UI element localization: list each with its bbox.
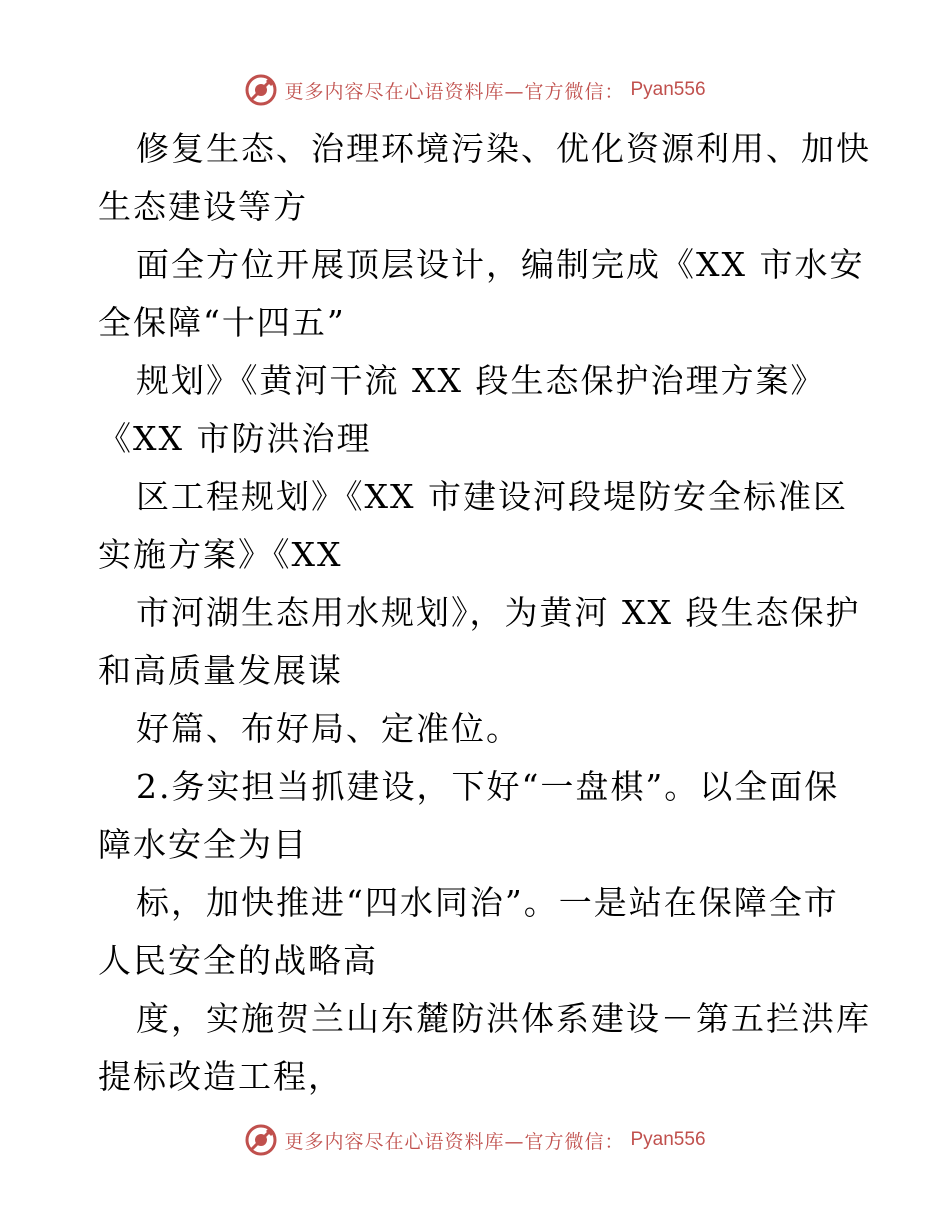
body-line: 规划》《黄河干流 XX 段生态保护治理方案》 (136, 361, 826, 400)
footer-banner (0, 1120, 950, 1160)
body-line: 市河湖生态用水规划》，为黄河 XX 段生态保护 (136, 593, 861, 632)
body-line: 生态建设等方 (98, 187, 308, 226)
body-line: 区工程规划》《XX 市建设河段堤防安全标准区 (136, 477, 848, 516)
body-line: 障水安全为目 (98, 825, 308, 864)
document-body (98, 120, 871, 1106)
body-line: 好篇、布好局、定准位。 (136, 709, 521, 748)
body-line: 《XX 市防洪治理 (98, 419, 372, 458)
body-line: 提标改造工程， (98, 1057, 343, 1096)
body-line: 实施方案》《XX (98, 535, 343, 574)
body-line: 和高质量发展谋 (98, 651, 343, 690)
footer-banner-text: 更多内容尽在心语资料库—官方微信： (284, 1130, 625, 1153)
brand-logo-icon (244, 73, 278, 107)
body-line: 标，加快推进“四水同治”。一是站在保障全市 (136, 883, 839, 922)
header-banner-text: 更多内容尽在心语资料库—官方微信： (284, 80, 625, 103)
body-line: 修复生态、治理环境污染、优化资源利用、加快 (136, 129, 871, 168)
body-line: 全保障“十四五” (98, 303, 346, 342)
header-banner-id: Pyan556 (630, 79, 706, 100)
body-line: 2.务实担当抓建设，下好“一盘棋”。以全面保 (136, 767, 840, 806)
body-line: 度，实施贺兰山东麓防洪体系建设－第五拦洪库 (136, 999, 871, 1038)
brand-logo-icon (244, 1123, 278, 1157)
body-line: 面全方位开展顶层设计，编制完成《XX 市水安 (136, 245, 865, 284)
header-banner (0, 70, 950, 110)
body-line: 人民安全的战略高 (98, 941, 378, 980)
footer-banner-id: Pyan556 (630, 1129, 706, 1150)
